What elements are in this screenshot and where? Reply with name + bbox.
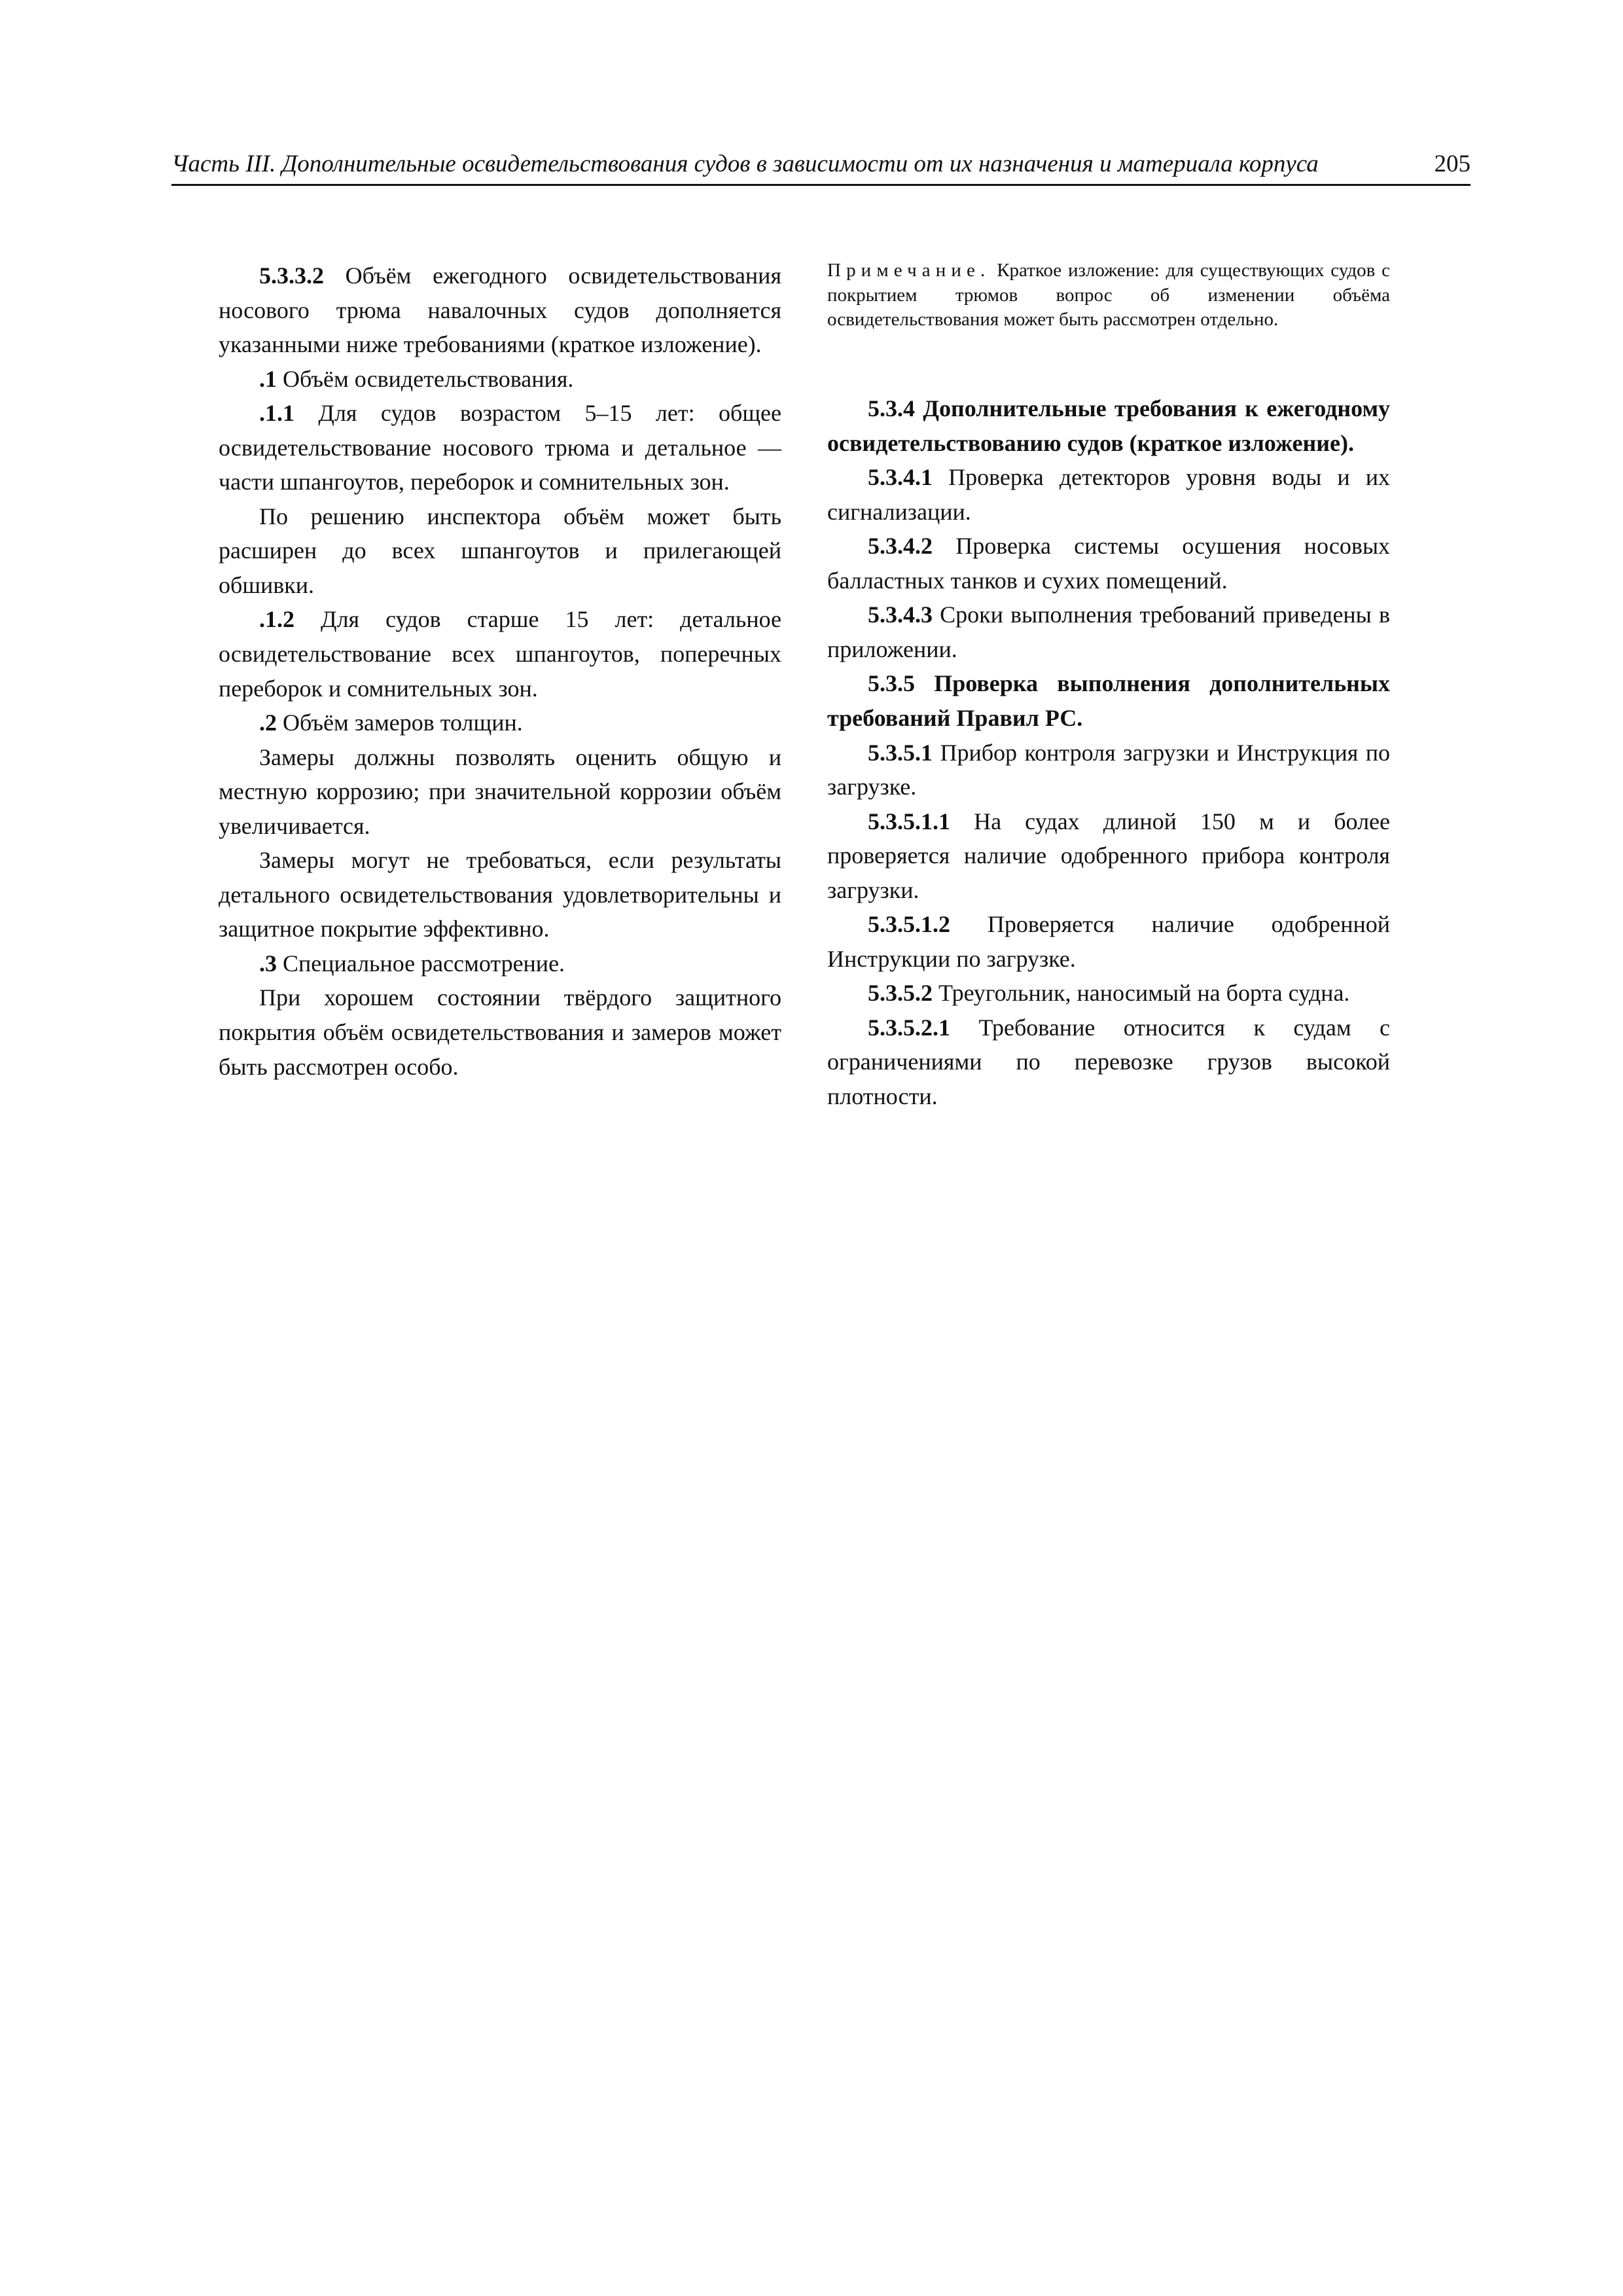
left-paragraph [219,259,781,362]
left-paragraph [219,602,781,706]
right-paragraph [827,736,1390,804]
clause-text: Замеры могут не требоваться, если результаты детального освидетельствования удовлетворительны и защитное покрытие эффективно. [219,847,781,942]
clause-text: Объём освидетельствования. [283,365,574,392]
left-paragraph [219,706,781,740]
clause-number: .1.1 [259,400,294,427]
clause-number: 5.3.5.2 [868,980,933,1007]
page-number: 205 [1434,151,1471,177]
right-paragraph [827,804,1390,908]
left-paragraph [219,362,781,397]
clause-text: Прибор контроля загрузки и Инструкция по загрузке. [827,739,1391,800]
clause-number: 5.3.5.2.1 [868,1014,950,1041]
clause-text: Для судов старше 15 лет: детальное освидетельствование всех шпангоутов, поперечных переборок и сомнительных зон. [219,606,782,702]
right-paragraph [827,529,1390,598]
clause-number: 5.3.4.3 [868,601,933,628]
clause-number: .2 [259,709,277,736]
left-column [219,259,781,1084]
clause-text: На судах длиной 150 м и более проверяется наличие одобренного прибора контроля загрузки. [827,808,1390,903]
left-paragraph [219,843,781,946]
clause-text: Проверка системы осушения носовых балластных танков и сухих помещений. [827,533,1391,594]
right-column [827,259,1390,1114]
clause-text: Проверка выполнения дополнительных требований Правил РС. [827,670,1391,731]
clause-number: 5.3.5 [868,670,915,697]
left-paragraph [219,980,781,1084]
clause-number: .1.2 [259,606,294,633]
note-label: Примечание. [827,260,991,281]
clause-number: .3 [259,950,277,977]
clause-text: Для судов возрастом 5–15 лет: общее освидетельствование носового трюма и детальное — части шпангоутов, переборок и сомнительных зон. [219,400,781,495]
clause-number: 5.3.4.1 [868,464,933,491]
running-header [171,143,1471,186]
left-paragraph [219,740,781,844]
clause-text: Дополнительные требования к ежегодному освидетельствованию судов (краткое изложение). [827,395,1390,456]
clause-number: .1 [259,365,277,392]
right-paragraph [827,907,1390,976]
clause-number: 5.3.5.1 [868,739,933,766]
right-paragraph [827,1011,1390,1114]
clause-text: Объём замеров толщин. [283,709,523,736]
clause-text: По решению инспектора объём может быть расширен до всех шпангоутов и прилегающей обшивки. [219,503,781,598]
right-paragraph [827,666,1390,735]
clause-text: При хорошем состоянии твёрдого защитного покрытия объём освидетельствования и замеров может быть рассмотрен особо. [219,984,781,1080]
clause-text: Замеры должны позволять оценить общую и местную коррозию; при значительной коррозии объём увеличивается. [219,744,781,839]
right-paragraph [827,976,1390,1011]
clause-text: Специальное рассмотрение. [283,950,565,977]
left-paragraph [219,946,781,981]
clause-text: Проверяется наличие одобренной Инструкции по загрузке. [827,911,1390,972]
right-paragraph [827,391,1390,460]
clause-number: 5.3.4.2 [868,533,933,560]
clause-number: 5.3.3.2 [259,262,324,289]
clause-number: 5.3.4 [868,395,915,422]
clause-text: Треугольник, наносимый на борта судна. [938,980,1350,1007]
left-paragraph [219,396,781,499]
right-paragraph [827,598,1390,666]
clause-number: 5.3.5.1.2 [868,911,950,938]
note-block [827,259,1390,332]
clause-text: Проверка детекторов уровня воды и их сигнализации. [827,464,1390,525]
clause-number: 5.3.5.1.1 [868,808,950,834]
header-title: Часть III. Дополнительные освидетельствования судов в зависимости от их назначения и материала корпуса [171,151,1319,177]
clause-text: Требование относится к судам с ограничениями по перевозке грузов высокой плотности. [827,1014,1390,1109]
clause-text: Объём ежегодного освидетельствования носового трюма навалочных судов дополняется указанными ниже требованиями (краткое изложение). [219,262,782,358]
header-rule [171,184,1471,186]
note-text: Краткое изложение: для существующих судов с покрытием трюмов вопрос об изменении объёма освидетельствования может быть рассмотрен отдельно. [827,260,1391,331]
left-paragraph [219,499,781,603]
right-paragraph [827,460,1390,529]
clause-text: Сроки выполнения требований приведены в приложении. [827,601,1390,662]
